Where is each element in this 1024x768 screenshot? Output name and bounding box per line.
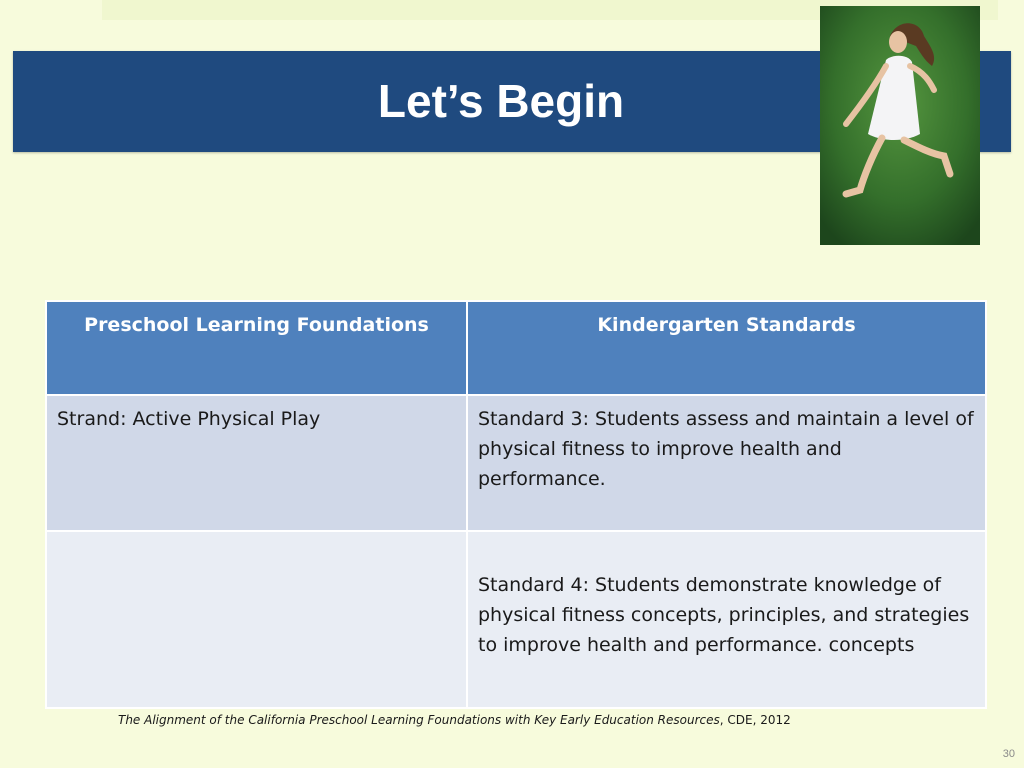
cell-standard-4: Standard 4: Students demonstrate knowledge of physical fitness concepts, principles, and strategies to improve health and performance. concepts [467,531,986,708]
header-kindergarten-standards: Kindergarten Standards [467,301,986,395]
table-row [46,395,986,531]
slide-title: Let’s Begin [377,75,625,127]
source-citation [118,713,918,727]
cell-empty [46,531,467,708]
header-preschool-foundations: Preschool Learning Foundations [46,301,467,395]
cell-strand: Strand: Active Physical Play [46,395,467,531]
citation-publisher: , CDE, 2012 [719,713,791,727]
girl-running-on-grass-icon [820,6,980,245]
girl-running-photo [820,6,980,245]
cell-standard-3: Standard 3: Students assess and maintain a level of physical fitness to improve health and performance. [467,395,986,531]
table-row [46,531,986,708]
page-number: 30 [1002,748,1015,760]
standards-table [45,300,987,709]
citation-title: The Alignment of the California Preschool Learning Foundations with Key Early Education Resources [118,713,720,727]
table-header-row [46,301,986,395]
